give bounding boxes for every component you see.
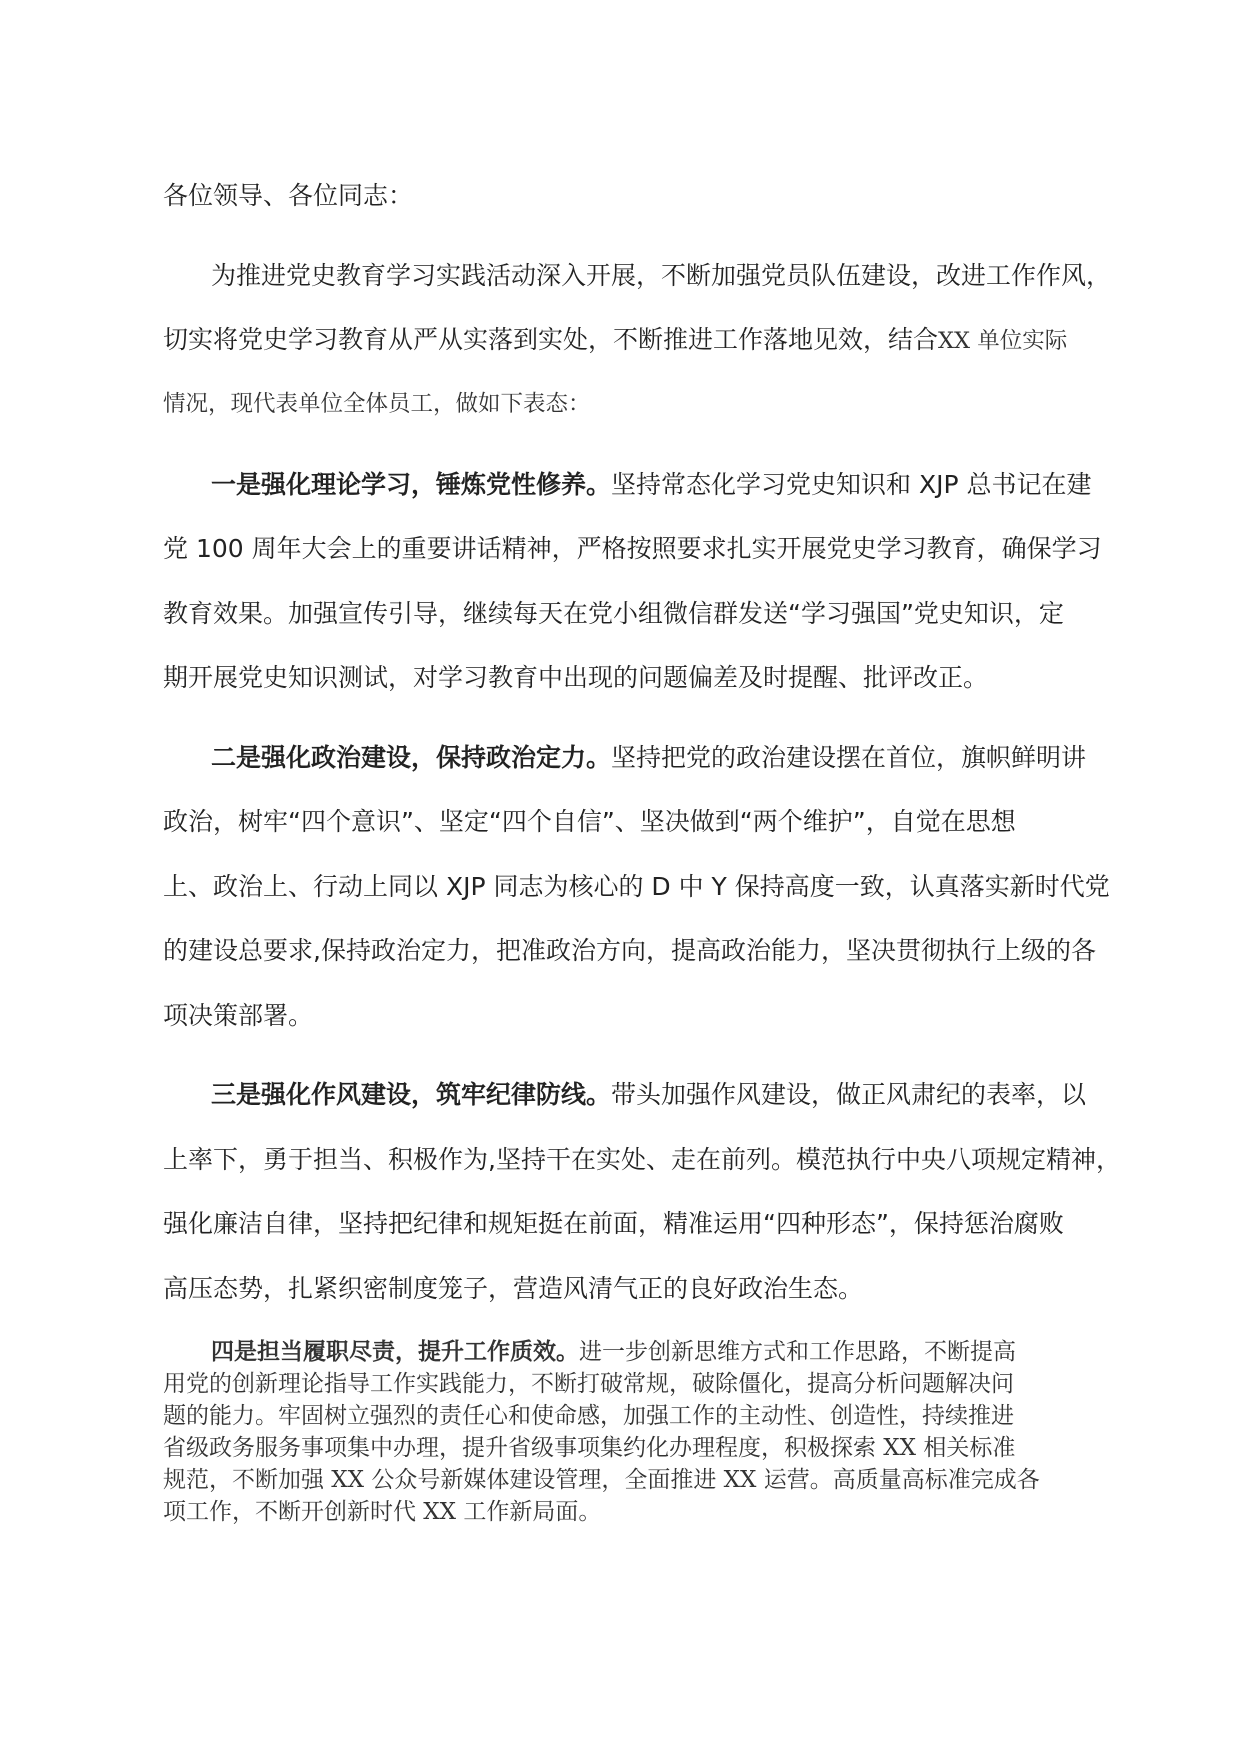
p2-line-1 bbox=[211, 745, 1086, 770]
p3-line-4: 高压态势，扎紧织密制度笼子，营造风清气正的良好政治生态。 bbox=[163, 1274, 864, 1303]
p3-line-2: 上率下，勇于担当、积极作为,坚持干在实处、走在前列。模范执行中央八项规定精神， bbox=[163, 1145, 1121, 1174]
p4-line-2: 用党的创新理论指导工作实践能力，不断打破常规，破除僵化，提高分析问题解决问 bbox=[163, 1371, 1014, 1397]
p4-line-4: 省级政务服务事项集中办理，提升省级事项集约化办理程度，积极探索 XX 相关标准 bbox=[163, 1435, 1016, 1461]
p4-line-1-text: 进一步创新思维方式和工作思路，不断提高 bbox=[579, 1339, 1016, 1365]
intro-line-3: 情况，现代表单位全体员工，做如下表态： bbox=[163, 391, 591, 417]
p1-line-3: 教育效果。加强宣传引导，继续每天在党小组微信群发送“学习强国”党史知识，定 bbox=[163, 599, 1064, 628]
greeting: 各位领导、各位同志： bbox=[163, 181, 414, 210]
p1-line-1 bbox=[211, 472, 1092, 497]
p3-line-3: 强化廉洁自律，坚持把纪律和规矩挺在前面，精准运用“四种形态”，保持惩治腐败 bbox=[163, 1209, 1064, 1238]
intro-line-2-text: 切实将党史学习教育从严从实落到实处，不断推进工作落地见效，结合 bbox=[163, 325, 939, 354]
p4-line-6: 项工作，不断开创新时代 XX 工作新局面。 bbox=[163, 1499, 602, 1525]
p2-heading: 二是强化政治建设，保持政治定力。 bbox=[211, 743, 612, 772]
p4-heading: 四是担当履职尽责，提升工作质效。 bbox=[211, 1338, 579, 1365]
p1-heading: 一是强化理论学习，锤炼党性修养。 bbox=[211, 470, 612, 499]
p2-line-1-text: 坚持把党的政治建设摆在首位，旗帜鲜明讲 bbox=[611, 743, 1087, 772]
p4-line-1 bbox=[211, 1340, 1016, 1364]
p4-line-3: 题的能力。牢固树立强烈的责任心和使命感，加强工作的主动性、创造性，持续推进 bbox=[163, 1403, 1014, 1429]
intro-line-1: 为推进党史教育学习实践活动深入开展，不断加强党员队伍建设，改进工作作风， bbox=[211, 261, 1112, 290]
p1-line-4: 期开展党史知识测试，对学习教育中出现的问题偏差及时提醒、批评改正。 bbox=[163, 663, 989, 692]
p2-line-4: 的建设总要求,保持政治定力，把准政治方向，提高政治能力，坚决贯彻执行上级的各 bbox=[163, 936, 1096, 965]
p3-line-1 bbox=[211, 1082, 1086, 1107]
p2-line-2: 政治，树牢“四个意识”、坚定“四个自信”、坚决做到“两个维护”，自觉在思想 bbox=[163, 807, 1016, 836]
p3-heading: 三是强化作风建设，筑牢纪律防线。 bbox=[211, 1080, 612, 1109]
p3-line-1-text: 带头加强作风建设，做正风肃纪的表率，以 bbox=[611, 1080, 1087, 1109]
p1-line-1-text: 坚持常态化学习党史知识和 XJP 总书记在建 bbox=[611, 470, 1092, 499]
p1-line-2: 党 100 周年大会上的重要讲话精神，严格按照要求扎实开展党史学习教育，确保学习 bbox=[163, 534, 1102, 563]
intro-line-2 bbox=[163, 327, 1067, 353]
p2-line-5: 项决策部署。 bbox=[163, 1001, 314, 1030]
p2-line-3: 上、政治上、行动上同以 XJP 同志为核心的 D 中 Y 保持高度一致，认真落实新时代党 bbox=[163, 872, 1110, 901]
intro-line-2-unit: XX 单位实际 bbox=[938, 328, 1068, 354]
p4-line-5: 规范，不断加强 XX 公众号新媒体建设管理，全面推进 XX 运营。高质量高标准完成各 bbox=[163, 1467, 1040, 1493]
